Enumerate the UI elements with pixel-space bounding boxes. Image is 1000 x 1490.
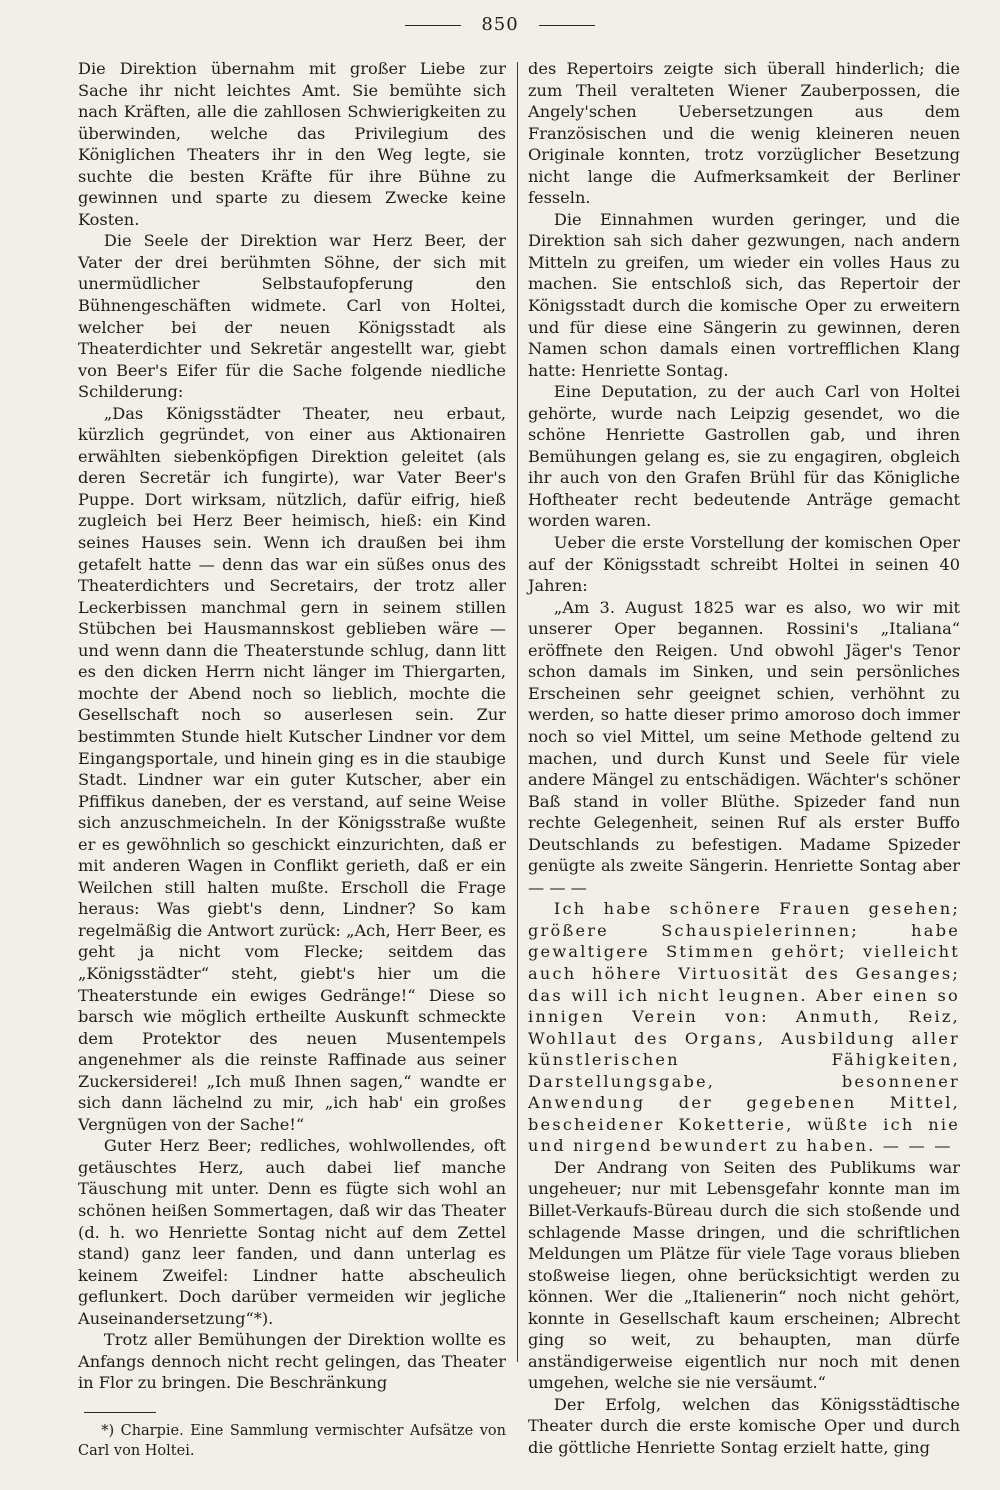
quote-paragraph: „Das Königsstädter Theater, neu erbaut, kürzlich gegründet, von einer aus Aktionairen erwählten siebenköpfigen Direktion geleitet (als deren Secretär ich fungirte), war Vater Beer's Puppe. Dort wirksam, nützlich, dafür eifrig, hieß zugleich bei Herz Beer heimisch, hieß: ein Kind seines Hauses sein. Wenn ich draußen bei ihm getafelt hatte — denn das war ein süßes onus des Theaterdichters und Secretairs, der trotz aller Leckerbissen manchmal gern in seinem stillen Stübchen bei Hausmannskost geblieben wäre — und wenn dann die Theaterstunde schlug, dann litt es den dicken Herrn nicht länger im Thiergarten, mochte der Abend noch so lieblich, mochte die Gesellschaft noch so auserlesen sein. Zur bestimmten Stunde hielt Kutscher Lindner vor dem Eingangsportale, und hinein ging es in die staubige Stadt. Lindner war ein guter Kutscher, aber ein Pfiffikus daneben, der es verstand, auf seine Weise sich anzuschmeicheln. In der Königsstraße wußte er es gewöhnlich so geschickt einzurichten, daß er mit anderen Wagen in Conflikt gerieth, daß er ein Weilchen still halten mußte. Erscholl die Frage heraus: Was giebt's denn, Lindner? So kam regelmäßig die Antwort zurück: „Ach, Herr Beer, es geht ja nicht vom Flecke; seitdem das „Königsstädter“ steht, giebt's hier um die Theaterstunde ein ewiges Gedränge!“ Diese so barsch wie möglich ertheilte Auskunft schmeckte dem Protektor des neuen Musentempels angenehmer als die reinste Raffinade aus seiner Zuckersiderei! „Ich muß Ihnen sagen,“ wandte er sich dann lächelnd zu mir, „ich hab' ein großes Vergnügen von der Sache!“ <box>78 403 506 1134</box>
paragraph: Ueber die erste Vorstellung der komischen Oper auf der Königsstadt schreibt Holtei in seinen 40 Jahren: <box>528 533 960 596</box>
page-number: 850 <box>481 14 519 35</box>
paragraph: Die Einnahmen wurden geringer, und die Direktion sah sich daher gezwungen, nach andern Mitteln zu greifen, um wieder ein volles Haus zu machen. Sie entschloß sich, das Repertoir der Königsstadt durch die komische Oper zu erweitern und für diese eine Sängerin zu gewinnen, deren Namen schon damals einen vortrefflichen Klang hatte: Henriette Sontag. <box>528 209 960 380</box>
header-rule-left <box>405 25 461 26</box>
quote-paragraph: Ich habe schönere Frauen gesehen; größere Schauspielerinnen; habe gewaltigere Stimmen gehört; vielleicht auch höhere Virtuosität des Gesanges; das will ich nicht leugnen. Aber einen so innigen Verein von: Anmuth, Reiz, Wohllaut des Organs, Ausbildung aller künstlerischen Fähigkeiten, Darstellungsgabe, besonnener Anwendung der gegebenen Mittel, bescheidener Koketterie, wüßte ich nie und nirgend bewundert zu haben. — — — <box>528 899 960 1156</box>
paragraph: Der Erfolg, welchen das Königsstädtische Theater durch die erste komische Oper und durch die göttliche Henriette Sontag erzielt hatte, ging <box>528 1394 960 1457</box>
paragraph: Die Seele der Direktion war Herz Beer, der Vater der drei berühmten Söhne, der sich mit unermüdlicher Selbstaufopferung den Bühnengeschäften widmete. Carl von Holtei, welcher bei der neuen Königsstadt als Theaterdichter und Sekretär angestellt war, giebt von Beer's Eifer für die Sache folgende niedliche Schilderung: <box>78 231 506 402</box>
page-header <box>0 14 1000 35</box>
paragraph: Eine Deputation, zu der auch Carl von Holtei gehörte, wurde nach Leipzig gesendet, wo die schöne Henriette Gastrollen gab, und ihren Bemühungen gelang es, sie zu engagiren, obgleich ihr auch von den Grafen Brühl für das Königliche Hoftheater recht bedeutende Anträge gemacht worden waren. <box>528 382 960 531</box>
header-rule-right <box>539 25 595 26</box>
column-divider <box>517 62 518 1362</box>
right-column <box>528 58 960 1459</box>
paragraph: Die Direktion übernahm mit großer Liebe zur Sache ihr nicht leichtes Amt. Sie bemühte sich nach Kräften, alle die zahllosen Schwierigkeiten zu überwinden, welche das Privilegium des Königlichen Theaters ihr in den Weg legte, sie suchte die besten Kräfte für ihre Bühne zu gewinnen und sparte zu diesem Zwecke keine Kosten. <box>78 59 506 229</box>
left-column <box>78 58 506 1461</box>
paragraph: Der Andrang von Seiten des Publikums war ungeheuer; nur mit Lebensgefahr konnte man im Billet-Verkaufs-Büreau durch die sich stoßende und schlagende Masse dringen, und die schriftlichen Meldungen um Plätze für viele Tage voraus blieben stoßweise liegen, ohne berücksichtigt werden zu können. Wer die „Italienerin“ noch nicht gehört, konnte in Gesellschaft kaum erscheinen; Albrecht ging so weit, zu behaupten, man dürfe anständigerweise eigentlich nur noch mit denen umgehen, welche sie nie versäumt.“ <box>528 1157 960 1393</box>
footnote-divider <box>84 1412 156 1413</box>
paragraph: Guter Herz Beer; redliches, wohlwollendes, oft getäuschtes Herz, auch dabei lief manche Täuschung mit unter. Denn es fügte sich wohl an schönen heißen Sommertagen, daß wir das Theater (d. h. wo Henriette Sontag nicht auf dem Zettel stand) ganz leer fanden, und dann unterlag es keinem Zweifel: Lindner hatte abscheulich geflunkert. Doch darüber vermeiden wir jegliche Auseinandersetzung“*). <box>78 1136 506 1328</box>
quote-paragraph: „Am 3. August 1825 war es also, wo wir mit unserer Oper begannen. Rossini's „Italiana“ eröffnete den Reigen. Und obwohl Jäger's Tenor schon damals im Sinken, und sein persönliches Erscheinen sehr geeignet schien, verhöhnt zu werden, so hatte dieser primo amoroso doch immer noch so viel Mittel, um seine Methode geltend zu machen, und durch Kunst und Seele für viele andere Mängel zu entschädigen. Wächter's schöner Baß stand in voller Blüthe. Spizeder fand nun rechte Gelegenheit, seinen Ruf als erster Buffo Deutschlands zu befestigen. Madame Spizeder genügte als zweite Sängerin. Henriette Sontag aber — — — <box>528 597 960 897</box>
paragraph: des Repertoirs zeigte sich überall hinderlich; die zum Theil veralteten Wiener Zauberpossen, die Angely'schen Uebersetzungen aus dem Französischen und die wenig kleineren neuen Originale konnten, trotz vorzüglicher Besetzung nicht lange die Aufmerksamkeit der Berliner fesseln. <box>528 59 960 208</box>
paragraph: Trotz aller Bemühungen der Direktion wollte es Anfangs dennoch nicht recht gelingen, das Theater in Flor zu bringen. Die Beschränkung <box>78 1330 506 1393</box>
footnote: *) Charpie. Eine Sammlung vermischter Aufsätze von Carl von Holtei. <box>78 1422 506 1459</box>
